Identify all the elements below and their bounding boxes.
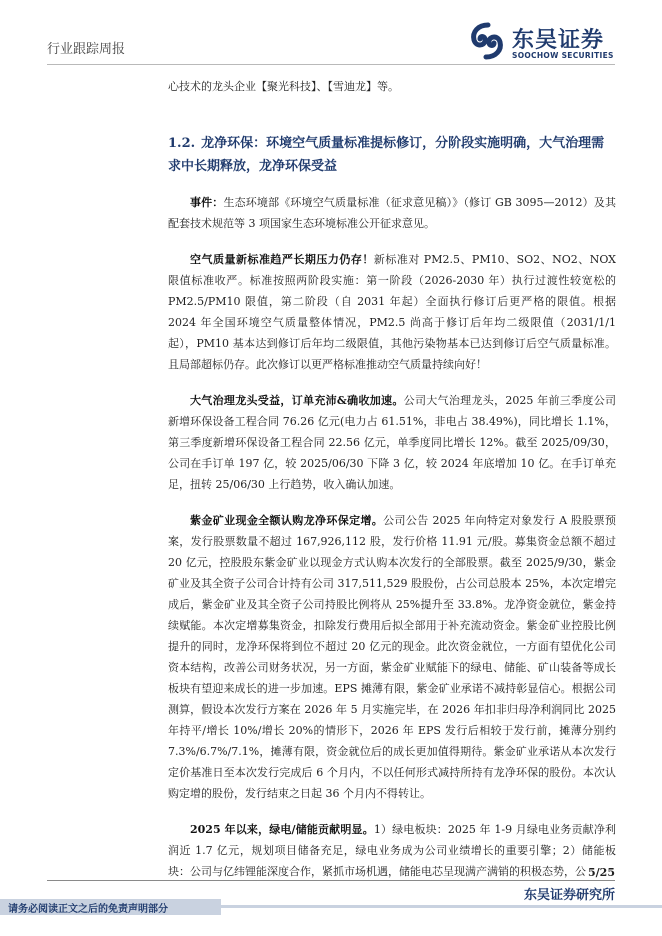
paragraph-text: 公司大气治理龙头，2025 年前三季度公司新增环保设备工程合同 76.26 亿元(电力占 61.51%，非电占 38.49%)，同比增长 1.1%，第三季度新增环保设备工程合同 22.56 亿元，单季度同比增长 12%。截至 2025/09/30，公司在手订单 197 亿，较 2025/06/30 下降 3 亿，较 2024 年底增加 10 亿。在手订单充足，扭转 25/06/30 上行趋势，收入确认加速。 [168,394,616,491]
paragraph-event [168,192,616,234]
section-number: 1.2. [168,136,196,151]
footer-disclaimer-bar [0,899,221,915]
paragraph-air-standard [168,249,616,375]
paragraph-lead: 空气质量新标准趋严长期压力仍存！ [190,253,374,266]
paragraph-text: 生态环境部《环境空气质量标准（征求意见稿）》（修订 GB 3095—2012）及其配套技术规范等 3 项国家生态环境标准公开征求意见。 [168,196,616,230]
section-heading [168,132,616,178]
paragraph-orders [168,390,616,495]
paragraph-private-placement [168,510,616,804]
paragraph-text: 1）绿电板块：2025 年 1-9 月绿电业务贡献净利润近 1.7 亿元，规划项目储备充足，绿电业务成为公司业绩增长的重要引擎；2）储能板块：公司与亿纬锂能深度合作，紧抓市场机遇，储能电芯呈现满产满销的积极态势，公 [168,823,616,878]
footer-institute: 东吴证券研究所 [523,888,615,903]
footer-stripe [221,905,662,908]
paragraph-lead: 2025 年以来，绿电/储能贡献明显。 [190,823,374,836]
paragraph-green-power [168,819,616,882]
page-number: 5/25 [588,866,615,879]
logo-english-name: SOOCHOW SECURITIES [512,51,614,60]
paragraph-text: 新标准对 PM2.5、PM10、SO2、NO2、NOX 限值标准收严。标准按照两阶段实施：第一阶段（2026-2030 年）执行过渡性较宽松的 PM2.5/PM10 限值，第二阶段（自 2031 年起）全面执行修订后更严格的限值。根据 2024 年全国环境空气质量整体情况，PM2.5 尚高于修订后年均二级限值（2031/1/1 起），PM10 基本达到修订后年均二级限值，其他污染物基本已达到修订后空气质量标准。且局部超标仍存。此次修订以更严格标准推动空气质量持续向好！ [168,253,617,371]
logo-mark-icon [468,22,506,60]
report-type-label: 行业跟踪周报 [47,42,126,57]
paragraph-lead: 事件： [190,196,224,209]
report-body [168,76,616,882]
footer-divider [47,880,615,881]
footer-disclaimer: 请务必阅读正文之后的免责声明部分 [8,904,168,915]
paragraph-text: 公司公告 2025 年向特定对象发行 A 股股票预案，发行股票数量不超过 167,926,112 股，发行价格 11.91 元/股。募集资金总额不超过 20 亿元，控股股东紫金矿业以现金方式认购本次发行的全部股票。截至 2025/9/30，紫金矿业及其全资子公司合计持有公司 317,511,529 股股份，占公司总股本 25%，本次定增完成后，紫金矿业及其全资子公司持股比例将从 25%提升至 33.8%。龙净资金就位，紫金持续赋能。本次定增募集资金，扣除发行费用后拟全部用于补充流动资金。紫金矿业控股比例提升的同时，龙净环保将到位不超过 20 亿元的现金。此次资金就位，一方面有望优化公司资本结构，改善公司财务状况，另一方面，紫金矿业赋能下的绿电、储能、矿山装备等成长板块有望迎来成长的进一步加速。EPS 摊薄有限，紫金矿业承诺不减持彰显信心。根据公司测算，假设本次发行方案在 2026 年 5 月实施完毕，在 2026 年扣非归母净利润同比 2025 年持平/增长 10%/增长 20%的情形下，2026 年 EPS 发行后相较于发行前，摊薄分别约 7.3%/6.7%/7.1%，摊薄有限，资金就位后的成长更加值得期待。紫金矿业承诺从本次发行定价基准日至本次发行完成后 6 个月内，不以任何形式减持所持有龙净环保的股份。本次认购定增的股份，发行结束之日起 36 个月内不得转让。 [168,514,616,800]
header-divider [47,64,615,65]
paragraph-continuation: 心技术的龙头企业【聚光科技】、【雪迪龙】等。 [168,80,399,93]
logo-chinese-name: 东吴证券 [512,28,605,53]
paragraph-lead: 紫金矿业现金全额认购龙净环保定增。 [190,514,384,527]
paragraph-lead: 大气治理龙头受益，订单充沛&确收加速。 [190,394,404,407]
company-logo [468,22,618,62]
section-title: 龙净环保：环境空气质量标准提标修订，分阶段实施明确，大气治理需求中长期释放，龙净环保受益 [168,136,605,174]
